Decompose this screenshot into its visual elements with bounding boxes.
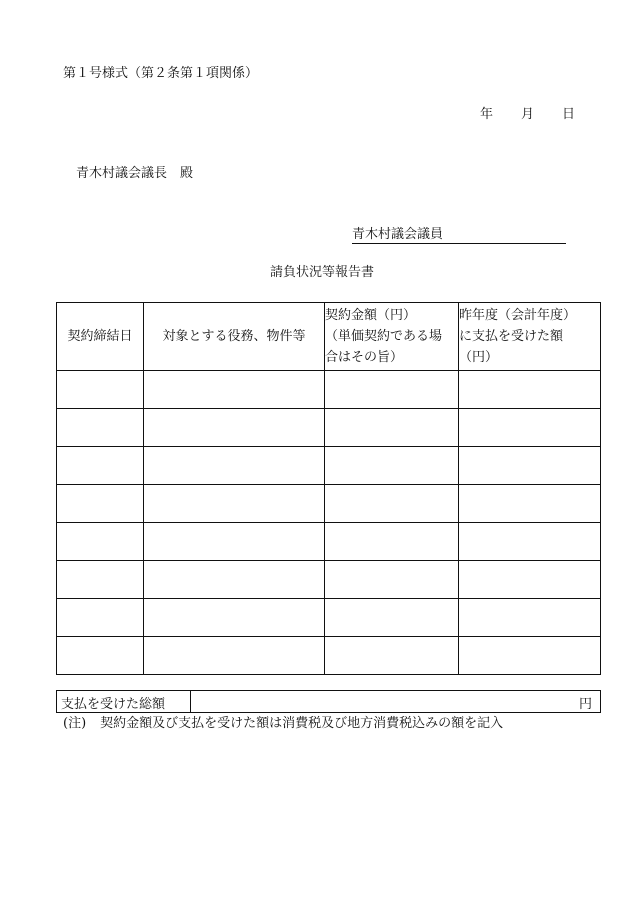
sender-signature-line[interactable] xyxy=(352,227,566,244)
cell-paid-last-year[interactable] xyxy=(459,409,601,447)
total-amount-field[interactable] xyxy=(191,691,601,713)
cell-contract-date[interactable] xyxy=(57,599,144,637)
form-number: 第１号様式（第２条第１項関係） xyxy=(63,66,259,81)
cell-contract-date[interactable] xyxy=(57,485,144,523)
table-body xyxy=(57,371,601,675)
cell-amount[interactable] xyxy=(325,599,459,637)
sender-label: 青木村議会議員 xyxy=(352,227,444,242)
cell-amount[interactable] xyxy=(325,485,459,523)
cell-contract-date[interactable] xyxy=(57,637,144,675)
table-row xyxy=(57,561,601,599)
date-year: 年 xyxy=(480,107,494,122)
cell-paid-last-year[interactable] xyxy=(459,561,601,599)
cell-amount[interactable] xyxy=(325,523,459,561)
cell-paid-last-year[interactable] xyxy=(459,485,601,523)
note xyxy=(63,716,503,732)
cell-amount[interactable] xyxy=(325,637,459,675)
date-line xyxy=(480,107,575,123)
cell-contract-date[interactable] xyxy=(57,371,144,409)
cell-subject[interactable] xyxy=(144,637,325,675)
cell-subject[interactable] xyxy=(144,409,325,447)
date-month: 月 xyxy=(521,107,535,122)
note-prefix: (注) xyxy=(63,716,87,731)
cell-paid-last-year[interactable] xyxy=(459,371,601,409)
table-row xyxy=(57,485,601,523)
cell-subject[interactable] xyxy=(144,561,325,599)
total-label: 支払を受けた総額 xyxy=(57,691,191,713)
cell-contract-date[interactable] xyxy=(57,523,144,561)
table-row xyxy=(57,447,601,485)
total-table xyxy=(56,690,601,713)
table-row xyxy=(57,637,601,675)
cell-paid-last-year[interactable] xyxy=(459,523,601,561)
cell-paid-last-year[interactable] xyxy=(459,447,601,485)
table-row xyxy=(57,371,601,409)
table-row xyxy=(57,523,601,561)
total-unit: 円 xyxy=(578,697,592,712)
total-row xyxy=(57,691,601,713)
cell-subject[interactable] xyxy=(144,523,325,561)
cell-contract-date[interactable] xyxy=(57,409,144,447)
cell-amount[interactable] xyxy=(325,447,459,485)
table-header-row xyxy=(57,303,601,371)
cell-subject[interactable] xyxy=(144,485,325,523)
cell-subject[interactable] xyxy=(144,371,325,409)
date-day: 日 xyxy=(562,107,576,122)
note-text: 契約金額及び支払を受けた額は消費税及び地方消費税込みの額を記入 xyxy=(100,716,504,731)
table-row xyxy=(57,409,601,447)
table-row xyxy=(57,599,601,637)
cell-subject[interactable] xyxy=(144,599,325,637)
report-title: 請負状況等報告書 xyxy=(270,265,375,280)
header-contract-date: 契約締結日 xyxy=(57,303,144,371)
contract-table xyxy=(56,302,601,675)
cell-amount[interactable] xyxy=(325,409,459,447)
cell-paid-last-year[interactable] xyxy=(459,637,601,675)
header-paid-last-year: 昨年度（会計年度） に支払を受けた額 （円） xyxy=(459,303,601,371)
cell-amount[interactable] xyxy=(325,561,459,599)
cell-contract-date[interactable] xyxy=(57,447,144,485)
cell-subject[interactable] xyxy=(144,447,325,485)
cell-contract-date[interactable] xyxy=(57,561,144,599)
cell-paid-last-year[interactable] xyxy=(459,599,601,637)
header-amount: 契約金額（円） （単価契約である場 合はその旨） xyxy=(325,303,459,371)
addressee: 青木村議会議長 殿 xyxy=(76,166,194,181)
cell-amount[interactable] xyxy=(325,371,459,409)
header-subject: 対象とする役務、物件等 xyxy=(144,303,325,371)
